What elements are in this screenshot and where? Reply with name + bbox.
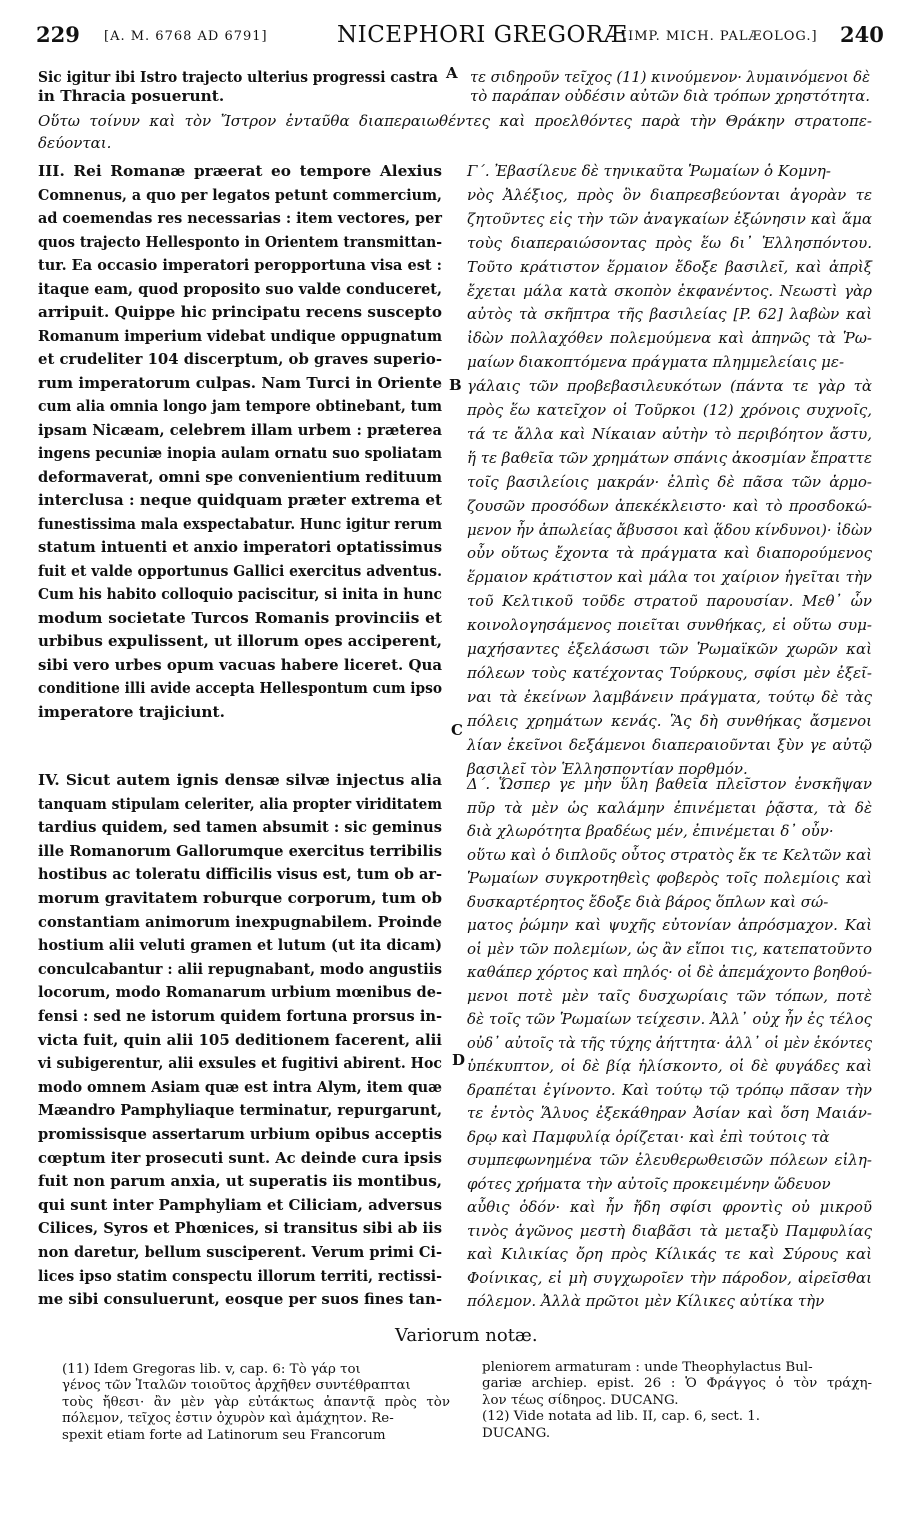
greek-line: τε σιδηροῦν τεῖχος (11) κινούμενον· λυμαινόμενοι δὲ <box>470 68 870 86</box>
latin-line: constantiam animorum inexpugnabilem. Proinde <box>38 912 442 931</box>
greek-line: τά τε ἄλλα καὶ Νίκαιαν αὐτὴν τὸ περιβόητον ἄστυ, <box>467 424 872 443</box>
latin-line: fensi : sed ne istorum quidem fortuna prorsus in- <box>38 1007 442 1025</box>
latin-line: arripuit. Quippe hic principatu recens suscepto <box>38 303 442 321</box>
greek-line: διὰ χλωρότητα βραδέως μέν, ἐπινέμεται δ᾿ οὖν· <box>467 822 834 840</box>
page-number-left: 229 <box>36 22 80 47</box>
latin-line: III. Rei Romanæ præerat eo tempore Alexius <box>38 162 442 180</box>
latin-line: tur. Ea occasio imperatori peropportuna visa est : <box>38 256 442 274</box>
greek-line: ἕρμαιον κράτιστον καὶ μάλα τοι χαίριον ἡγεῖται τὴν <box>467 568 872 587</box>
note-line: DUCANG. <box>482 1425 551 1441</box>
greek-line: μαχήσαντες ἐξελάσωσι τῶν Ῥωμαϊκῶν χωρῶν καὶ <box>467 640 872 658</box>
greek-line: καὶ Κιλικίας ὄρη πρὸς Κίλικάς τε καὶ Σύρους καὶ <box>467 1245 872 1263</box>
latin-line: rum imperatorum culpas. Nam Turci in Oriente <box>38 373 442 392</box>
greek-line: Δ΄. Ὥσπερ γε μὴν ὕλη βαθεῖα πλεῖστον ἐνσκῆψαν <box>467 775 872 793</box>
greek-line: ναι τὰ ἐκείνων λαμβάνειν πράγματα, τούτῳ δὲ τὰς <box>467 687 872 706</box>
greek-line: φότες χρήματα τὴν αὐτοῖς προκειμένην ὥδευον <box>467 1174 831 1193</box>
greek-line: οὐδ᾿ αὐτοῖς τὰ τῆς τύχης ἀήττητα· ἀλλ᾿ οἱ μὲν ἑκόντες <box>467 1033 872 1052</box>
greek-line: μενον ἦν ἀπωλείας ἄβυσσοι καὶ ᾅδου κίνδυνοι)· ἰδὼν <box>467 520 872 539</box>
greek-line: τὸ παράπαν οὐδέσιν αὐτῶν διὰ τρόπων χρηστότητα. <box>470 87 870 105</box>
note-line: πόλεμον, τεῖχος ἐστιν ὀχυρὸν καὶ ἀμάχητον. Re- <box>62 1411 394 1427</box>
greek-line: αὐτὸς τὰ σκῆπτρα τῆς βασιλείας [P. 62] λαβὼν καὶ <box>467 305 872 324</box>
latin-line: statum intuenti et anxio imperatori optatissimus <box>38 538 442 556</box>
greek-line: τοῦ Κελτικοῦ τοῦδε στρατοῦ παρουσίαν. Μεθ᾿ ὧν <box>467 592 872 611</box>
latin-line: ille Romanorum Gallorumque exercitus terribilis <box>38 841 442 860</box>
latin-line: urbibus expulissent, ut illorum opes acciperent, <box>38 632 442 650</box>
note-line: pleniorem armaturam : unde Theophylactus Bul- <box>482 1360 813 1375</box>
latin-line: tardius quidem, sed tamen absumit : sic geminus <box>38 818 442 837</box>
latin-line: promissisque assertarum urbium opibus acceptis <box>38 1125 442 1143</box>
greek-line: ζητοῦντες εἰς τὴν τῶν ἀναγκαίων ἐξώνησιν καὶ ἅμα <box>467 209 872 228</box>
header-year-range: [A. M. 6768 AD 6791] <box>104 29 268 44</box>
note-line: (12) Vide notata ad lib. II, cap. 6, sect. 1. <box>482 1409 761 1425</box>
latin-line: hostibus ac toleratu difficilis visus est, tum ob ar- <box>38 865 442 884</box>
latin-line: ingens pecuniæ inopia aulam ornatu suo spoliatam <box>38 444 442 462</box>
greek-line: δρῳ καὶ Παμφυλίᾳ ὁρίζεται· καὶ ἐπὶ τούτοις τὰ <box>467 1127 830 1146</box>
latin-line: et crudeliter 104 discerptum, ob graves superio- <box>38 350 442 368</box>
notes-heading: Variorum notæ. <box>395 1325 538 1346</box>
note-line: λον τέως σίδηρος. DUCANG. <box>482 1392 679 1408</box>
latin-line: victa fuit, quin alii 105 deditionem facerent, alii <box>38 1030 442 1049</box>
greek-line: κοινολογησάμενος ποιεῖται συνθήκας, εἰ οὕτω συμ- <box>467 616 872 635</box>
note-line: γένος τῶν Ἰταλῶν τοιοῦτος ἀρχῆθεν συντέθραπται <box>62 1378 411 1394</box>
latin-line: Comnenus, a quo per legatos petunt commercium, <box>38 185 442 204</box>
latin-line: IV. Sicut autem ignis densæ silvæ injectus alia <box>38 771 442 789</box>
latin-line: cum alia omnia longo jam tempore obtinebant, tum <box>38 397 442 415</box>
latin-line: interclusa : neque quidquam præter extrema et <box>38 491 442 509</box>
latin-line: Mæandro Pamphyliaque terminatur, repurgarunt, <box>38 1101 442 1120</box>
latin-line: modum societate Turcos Romanis provinciis et <box>38 608 442 627</box>
greek-line: οὖν οὕτως ἔχοντα τὰ πράγματα καὶ διαπορούμενος <box>467 544 872 563</box>
latin-line: morum gravitatem roburque corporum, tum ob <box>38 889 442 907</box>
greek-line: μαίων διακοπτόμενα πράγματα πλημμελείαις με- <box>467 353 845 372</box>
latin-line: conculcabantur : alii repugnabant, modo angustiis <box>38 959 442 978</box>
latin-line: Sic igitur ibi Istro trajecto ulterius progressi castra <box>38 68 438 86</box>
greek-line: οἱ μὲν τῶν πολεμίων, ὡς ἂν εἴποι τις, κατεπατοῦντο <box>467 939 872 958</box>
latin-line: sibi vero urbes opum vacuas habere liceret. Qua <box>38 655 442 674</box>
note-line: τοὺς ἤθεσι· ἂν μὲν γὰρ εὐτάκτως ἀπαντᾷ πρὸς τὸν <box>62 1394 450 1410</box>
latin-line: funestissima mala exspectabatur. Hunc igitur rerum <box>38 514 442 533</box>
greek-line: μενοι ποτὲ μὲν ταῖς δυσχωρίαις τῶν τόπων, ποτὲ <box>467 986 872 1005</box>
page-number-right: 240 <box>840 22 884 47</box>
greek-line: δραπέται ἐγίνοντο. Καὶ τούτῳ τῷ τρόπῳ πᾶσαν τὴν <box>467 1080 872 1099</box>
latin-line: Cum his habito colloquio paciscitur, si inita in hunc <box>38 585 442 603</box>
greek-line: τινὸς ἀγῶνος μεστὴ διαβᾶσι τὰ μεταξὺ Παμφυλίας <box>467 1221 872 1240</box>
greek-line: τε ἐντὸς Ἅλυος ἐξεκάθηραν Ἀσίαν καὶ ὅση Μαιάν- <box>467 1104 872 1122</box>
greek-line: δυσκαρτέρητος ἔδοξε διὰ βάρος ὅπλων καὶ σώ- <box>467 892 829 911</box>
latin-line: qui sunt inter Pamphyliam et Ciliciam, adversus <box>38 1195 442 1214</box>
margin-marker-d: D <box>452 1051 466 1069</box>
latin-line: vi subigerentur, alii exsules et fugitivi abirent. Hoc <box>38 1054 442 1073</box>
greek-line: Γ΄. Ἐβασίλευε δὲ τηνικαῦτα Ῥωμαίων ὁ Κομνη- <box>467 162 831 180</box>
greek-line: δεύονται. <box>38 133 112 152</box>
latin-line: quos trajecto Hellesponto in Orientem transmittan- <box>38 232 442 251</box>
greek-line: λίαν ἐκεῖνοι δεξάμενοι διαπεραιοῦνται ξὺν γε αὐτῷ <box>467 735 872 754</box>
latin-line: conditione illi avide accepta Hellespontum cum ipso <box>38 679 442 697</box>
greek-line: πόλεις χρημάτων κενάς. Ἃς δὴ συνθήκας ἄσμενοι <box>467 711 872 730</box>
greek-line: ἔχεται μάλα κατὰ σκοπὸν ἐκφανέντος. Νεωστὶ γὰρ <box>467 281 872 300</box>
greek-line: καθάπερ χόρτος καὶ πηλός· οἱ δὲ ἀπεμάχοντο βοηθού- <box>467 963 872 981</box>
greek-line: ματος ῥώμην καὶ ψυχῆς εὐτονίαν ἀπρόσμαχον. Καὶ <box>467 916 872 934</box>
greek-line: γάλαις τῶν προβεβασιλευκότων (πάντα τε γὰρ τὰ <box>467 377 872 396</box>
margin-marker-a: A <box>446 64 458 82</box>
greek-line: νὸς Ἀλέξιος, πρὸς ὃν διαπρεσβεύονται ἀγορὰν τε <box>467 185 872 204</box>
latin-line: imperatore trajiciunt. <box>38 702 225 721</box>
latin-line: ad coemendas res necessarias : item vectores, per <box>38 209 442 227</box>
latin-line: itaque eam, quod proposito suo valde conduceret, <box>38 279 442 298</box>
greek-line: πῦρ τὰ μὲν ὡς καλάμην ἐπινέμεται ῥᾷστα, τὰ δὲ <box>467 798 872 817</box>
greek-line: πόλεμον. Ἀλλὰ πρῶτοι μὲν Κίλικες αὐτίκα τὴν <box>467 1292 825 1310</box>
greek-line: ζουσῶν προσόδων ἀπεκέκλειστο· καὶ τὸ προσδοκώ- <box>467 496 872 515</box>
latin-line: hostium alii veluti gramen et lutum (ut ita dicam) <box>38 936 442 955</box>
greek-line: Φοίνικας, εἰ μὴ συγχωροῖεν τὴν πάροδον, αἱρεῖσθαι <box>467 1268 872 1287</box>
margin-marker-b: B <box>449 376 462 394</box>
latin-line: me sibi consuluerunt, eosque per suos fines tan- <box>38 1290 442 1309</box>
greek-line: Τοῦτο κράτιστον ἕρμαιον ἔδοξε βασιλεῖ, καὶ ἁπρὶξ <box>467 257 872 276</box>
greek-line: ἥ τε βαθεῖα τῶν χρημάτων σπάνις ἀκοσμίαν ἔπραττε <box>467 448 872 467</box>
greek-line: αὖθις ὁδόν· καὶ ἦν ἤδη σφίσι φροντὶς οὐ μικροῦ <box>467 1198 872 1216</box>
greek-line: τοῖς βασιλείοις μακράν· ἐλπὶς δὲ πᾶσα τῶν ἁρμο- <box>467 472 872 491</box>
greek-line: ὑπέκυπτον, οἱ δὲ βίᾳ ἡλίσκοντο, οἱ δὲ φυγάδες καὶ <box>467 1057 872 1075</box>
margin-marker-c: C <box>451 721 463 739</box>
note-line: gariæ archiep. epist. 26 : Ὁ Φράγγος ὁ τὸν τράχη- <box>482 1376 872 1392</box>
greek-line: Ῥωμαίων συγκροτηθεὶς φοβερὸς τοῖς πολεμίοις καὶ <box>467 869 872 887</box>
greek-line: Οὕτω τοίνυν καὶ τὸν Ἴστρον ἐνταῦθα διαπεραιωθέντες καὶ προελθόντες παρὰ τὴν Θράκην στρατοπε- <box>38 112 872 130</box>
latin-line: lices ipso statim conspectu illorum territi, rectissi- <box>38 1266 442 1285</box>
latin-line: Romanum imperium videbat undique oppugnatum <box>38 326 442 345</box>
latin-line: non daretur, bellum susciperent. Verum primi Ci- <box>38 1243 442 1261</box>
latin-line: cœptum iter prosecuti sunt. Ac deinde cura ipsis <box>38 1148 442 1167</box>
latin-line: fuit non parum anxia, ut superatis iis montibus, <box>38 1172 442 1191</box>
greek-line: οὕτω καὶ ὁ διπλοῦς οὗτος στρατὸς ἔκ τε Κελτῶν καὶ <box>467 845 872 864</box>
latin-line: deformaverat, omni spe convenientium redituum <box>38 467 442 486</box>
latin-line: tanquam stipulam celeriter, alia propter viriditatem <box>38 794 442 813</box>
greek-line: ἰδὼν πολλαχόθεν πολεμούμενα καὶ ἀπηνῶς τὰ Ῥω- <box>467 329 872 348</box>
header-section: [IMP. MICH. PALÆOLOG.] <box>622 29 818 44</box>
latin-line: fuit et valde opportunus Gallici exercitus adventus. <box>38 561 442 580</box>
greek-line: συμπεφωνημένα τῶν ἐλευθερωθεισῶν πόλεων εἰλη- <box>467 1151 872 1169</box>
latin-line: in Thracia posuerunt. <box>38 87 225 105</box>
latin-line: Cilices, Syros et Phœnices, si transitus sibi ab iis <box>38 1219 442 1238</box>
note-line: (11) Idem Gregoras lib. v, cap. 6: Τὸ γάρ τοι <box>62 1362 361 1377</box>
greek-line: πόλεων τοὺς κατέχοντας Τούρκους, σφίσι μὲν ἐξεῖ- <box>467 663 872 682</box>
greek-line: τοὺς διαπεραιώσοντας πρὸς ἕω δι᾿ Ἑλλησπόντου. <box>467 233 872 252</box>
running-title: NICEPHORI GREGORÆ <box>337 22 628 48</box>
latin-line: modo omnem Asiam quæ est intra Alym, item quæ <box>38 1077 442 1096</box>
greek-line: πρὸς ἕω κατεῖχον οἱ Τοῦρκοι (12) χρόνοις συχνοῖς, <box>467 401 872 419</box>
greek-line: δὲ τοῖς τῶν Ῥωμαίων τείχεσιν. Ἀλλ᾿ οὐχ ἦν ἐς τέλος <box>467 1010 872 1028</box>
latin-line: locorum, modo Romanarum urbium mœnibus de- <box>38 983 442 1002</box>
latin-line: ipsam Nicæam, celebrem illam urbem : præterea <box>38 420 442 439</box>
note-line: spexit etiam forte ad Latinorum seu Francorum <box>62 1427 386 1443</box>
greek-line: βασιλεῖ τὸν Ἑλλησποντίαν πορθμόν. <box>467 759 748 778</box>
